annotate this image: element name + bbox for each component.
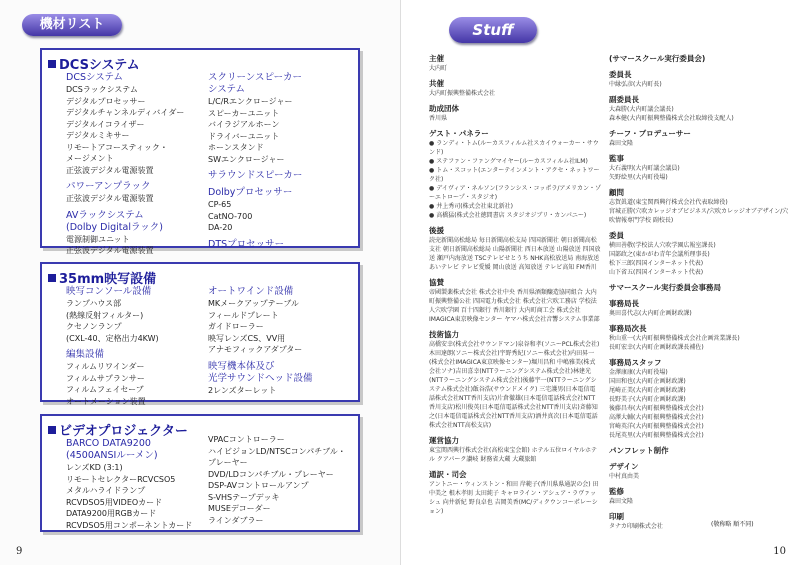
guest-entry: ● ランディ・トム(ルーカスフィルム社スカイウォーカー・サウンド) (429, 139, 601, 157)
equipment-item: DVD/LDコンパチブル・プレーヤー (208, 469, 334, 479)
equipment-item: オートメーション装置 (66, 396, 146, 406)
equipment-item: SWエンクロージャー (208, 154, 285, 164)
staff-entry: 秋山重一(大内町振興整備株式会社企画営業課長) (609, 335, 740, 342)
staff-entry: 後藤昌寿(大内町振興整備株式会社) (609, 405, 704, 412)
video-column-1 (66, 438, 192, 531)
equipment-item: メージメント (66, 154, 114, 163)
guest-entry: ● 高橋猛(株式会社徳間書店 スタジオジブリ・カンパニー) (429, 211, 601, 220)
staff-section-heading: 協賛 (429, 278, 444, 287)
equipment-item: スピーカーユニット (208, 108, 280, 118)
equipment-item: ハイビジョンLD/NTSCコンパチブル・ (208, 446, 346, 456)
staff-entry: 尾崎正美(大内町企画財政課) (609, 387, 686, 394)
staff-entry: 中縁弘彦(大内町長) (609, 81, 662, 88)
subsection-heading: スクリーンスピーカー (208, 72, 302, 83)
equipment-item: レンズKD (3:1) (66, 463, 123, 472)
staff-section-heading: 副委員長 (609, 95, 639, 104)
equipment-item: フィルムサプランサー (66, 373, 145, 383)
video-column-2 (208, 434, 346, 526)
staff-column-2 (609, 48, 789, 531)
staff-entry: 矢野絵里(大内町役場) (609, 174, 668, 181)
subsection-heading: DTSプロセッサー (208, 238, 285, 250)
equipment-item: ランプハウス部 (66, 299, 122, 308)
equipment-item: MUSEデコーダー (208, 504, 271, 513)
staff-section-heading: デザイン (609, 462, 639, 471)
subsection-heading: 映写コンソール設備 (66, 286, 152, 297)
equipment-item: VPACコントローラー (208, 435, 285, 444)
staff-entry: 森本健(大内町振興整備株式会社取締役支配人) (609, 115, 734, 122)
equipment-item: 正弦波デジタル電源装置 (66, 165, 154, 175)
equipment-item: ドライバーユニット (208, 131, 280, 141)
subsection-heading: Dolbyプロセッサー (208, 187, 293, 198)
staff-section-heading: 通訳・司会 (429, 470, 467, 479)
equipment-item: リモートアコースティック・ (66, 142, 168, 152)
staff-entry: 山下省五(四国インターネット代表) (609, 269, 704, 276)
staff-entry: 松下三郎(四国インターネット代表) (609, 260, 704, 267)
equipment-item: プレーヤー (208, 458, 248, 467)
equipment-item: 正弦波デジタル電源装置 (66, 246, 154, 255)
equipment-item: 電源制御ユニット (66, 234, 130, 244)
staff-entry: 奥田喜代志(大内町企画財政課) (609, 310, 692, 317)
staff-entry: 香川県 (429, 115, 448, 122)
equipment-item: デジタルチャンネルディバイダー (66, 108, 185, 117)
staff-section-heading: 主催 (429, 54, 444, 63)
staff-section-heading: 顧問 (609, 188, 624, 197)
staff-entry: 大石義明(大内町議会議員) (609, 165, 680, 172)
staff-entry: 長野美子(大内町企画財政課) (609, 396, 686, 403)
staff-section-heading: チーフ・プロデューサー (609, 129, 691, 138)
staff-section-heading: パンフレット制作 (609, 446, 669, 455)
subsection-heading: (4500ANSIルーメン) (66, 450, 158, 461)
subsection-heading: AVラックシステム (66, 209, 144, 221)
subsection-heading: 映写機本体及び (208, 360, 275, 372)
projector35-title: 35mm映写設備 (48, 268, 156, 287)
equipment-item: 映写レンズCS、VV用 (208, 333, 286, 343)
section-header-pill: 機材リスト (22, 14, 122, 36)
staff-entry: 宮城正勝(穴吹カレッジオブビジネス/穴吹カレッジオブデザイン/穴吹情報専門学校 副校長) (609, 208, 789, 224)
staff-entry: 東宝関西興行株式会社(高松東宝会館) ホテル五位ロイヤルホテル クアパーク讃岐 財務省大蔵 大蔵旅館 (429, 447, 598, 463)
staff-section-heading: 事務局長 (609, 299, 639, 308)
equipment-item: DCSラックシステム (66, 85, 138, 94)
projector35-column-1 (66, 286, 159, 407)
staff-section-heading: サマースクール実行委員会事務局 (609, 283, 721, 292)
subsection-heading: 編集設備 (66, 349, 105, 360)
staff-entry: 国田和也(大内町企画財政課) (609, 378, 686, 385)
equipment-item: ガイドローラー (208, 322, 264, 331)
projector35-column-2 (208, 286, 313, 396)
dcs-box (40, 48, 360, 255)
equipment-item: 2レンズターレット (208, 385, 277, 395)
guest-entry: ● トム・スコット(エンターテインメント・アクセ・ネットワーク社) (429, 166, 601, 184)
subsection-heading: オートワインド設備 (208, 286, 294, 297)
staff-section-heading: 運営協力 (429, 436, 459, 445)
staff-section-heading: 委員長 (609, 70, 632, 79)
video-box (40, 414, 360, 532)
staff-section-heading: ゲスト・パネラー (429, 129, 489, 138)
dcs-title: DCSシステム (48, 54, 140, 73)
subsection-heading: サラウンドスピーカー (208, 170, 303, 181)
staff-section-heading: 後援 (429, 226, 444, 235)
page-number-right: 10 (773, 546, 786, 557)
equipment-item: フィルムフェイセーブ (66, 385, 144, 394)
subsection-heading: BARCO DATA9200 (66, 438, 151, 449)
footnote: (敬称略 順不同) (711, 521, 754, 528)
staff-entry: 大内町振興整備株式会社 (429, 90, 496, 97)
equipment-item: RCVDSO5用コンポーネントカード (66, 520, 193, 530)
page-number-left: 9 (16, 546, 23, 557)
projector35-box (40, 262, 360, 406)
staff-entry: 森田文隆 (609, 140, 634, 147)
staff-section-heading: 技術協力 (429, 330, 459, 339)
staff-section-heading: 監修 (609, 487, 624, 496)
equipment-item: フィルムリワインダー (66, 362, 145, 371)
equipment-item: RCVDSO5用VIDEOカード (66, 497, 163, 507)
equipment-item: (CXL-40、定格出力4KW) (66, 333, 159, 343)
staff-entry: タナカ印刷株式会社 (609, 523, 663, 530)
staff-entry: 読売新聞高松総局 毎日新聞高松支局 四国新聞社 朝日新聞高松支社 朝日新聞高松総局 山陽新聞社 西日本放送 山陽放送 四国放送 瀬戸内海放送 TSCテレビせとうち NHK高松放送局 南海放送 あいテレビ テレビ愛媛 岡山放送 高知放送 テレビ高知 FM香川 (429, 237, 601, 271)
subsection-heading: (Dolby Digitalラック) (66, 221, 163, 233)
equipment-item: リモートセレクターRCVCSO5 (66, 474, 176, 484)
subsection-heading: パワーアンプラック (66, 181, 151, 192)
staff-entry: 志賀眞道(東宝関西興行株式会社代表取締役) (609, 199, 728, 206)
equipment-item: ラインダブラー (208, 515, 264, 525)
equipment-item: フィールドプレート (208, 310, 279, 320)
staff-entry: 金澤康康(大内町役場) (609, 369, 668, 376)
staff-column-1 (429, 48, 601, 516)
equipment-item: デジタルミキサー (66, 131, 130, 140)
staff-entry: 長尾英里(大内町振興整備株式会社) (609, 432, 704, 439)
subsection-heading: 光学サウンドヘッド設備 (208, 372, 313, 384)
stuff-header-pill: Stuff (449, 17, 537, 43)
equipment-item: メタルハライドランプ (66, 486, 146, 495)
video-title: ビデオプロジェクター (48, 420, 188, 439)
staff-entry: 森田文隆 (609, 498, 634, 505)
staff-entry: アントニー・ウィンストン・和田 岸範子(香川県県通訳の会) 田中美之 根木孝則 太田純子 キャロライン・アシュア・ラヴァッシュ 向井新紀 野良卓也 吉岡美香(MC/ディクウンコーポレーション) (429, 481, 599, 515)
guest-entry: ● ステファン・ファングマイヤー(ルーカスフィルム社ILM) (429, 157, 601, 166)
staff-entry: 横田善敬(学校法人穴吹学園広報室課長) (609, 242, 716, 249)
staff-section-heading: 事務局次長 (609, 324, 647, 333)
staff-section-heading: 監事 (609, 154, 624, 163)
staff-entry: 宮崎英洋(大内町振興整備株式会社) (609, 423, 704, 430)
staff-section-heading: 助成団体 (429, 104, 459, 113)
staff-section-heading: (サマースクール実行委員会) (609, 54, 706, 63)
equipment-item: S-VHSテープデッキ (208, 492, 280, 502)
equipment-item: ホーンスタンド (208, 143, 264, 152)
staff-entry: 中村真由美 (609, 473, 640, 480)
staff-entry: 大森勝(大内町議会議長) (609, 106, 674, 113)
staff-section-heading: 印刷 (609, 512, 624, 521)
dcs-column-1 (66, 72, 184, 257)
equipment-item: クセノンランプ (66, 322, 122, 331)
staff-entry: 高澤大輔(大内町振興整備株式会社) (609, 414, 704, 421)
staff-entry: 高橋安幸(株式会社サウンドマン)泉谷和孝(ソニーPCL株式会社)木田達朗(ソニー株式会社)宇野秀紀(ソニー株式会社)内田昇一(株式会社IMAGICA東京映像センター)堀川昌和 中嶋雅美(株式会社ソナ)吉田喜幸(NTTラーニングシステム株式会社)林建光(NTTラーニングシステム株式会社)後藤宇一(NTTラーニングシステム株式会社)飯谷浩(サウンドメイク) 三宅護男(日本電信電話株式会社NTT香川支店)片倉徹雄(日本電信電話株式会社NTT香川支店)松川俊英(日本電信電話株式会社NTT香川支店)斉藤知之(日本電信電話株式会社NTT香川支店)酒井真次(日本電信電話株式会社NTT高松支店) (429, 341, 600, 429)
equipment-item: L/C/Rエンクロージャー (208, 97, 293, 106)
equipment-item: デジタルイコライザー (66, 119, 145, 129)
equipment-item: MKメークアップテーブル (208, 299, 299, 308)
equipment-item: アナモフィックアダプター (208, 345, 303, 354)
right-page (400, 0, 800, 565)
equipment-item: DA-20 (208, 223, 233, 232)
subsection-heading: DCSシステム (66, 72, 124, 83)
staff-section-heading: 共催 (429, 79, 444, 88)
staff-section-heading: 委員 (609, 231, 624, 240)
equipment-item: DATA9200用RGBカード (66, 509, 157, 518)
staff-entry: 大内町 (429, 65, 448, 72)
staff-entry: 帝國製薬株式会社 株式会社中央 香川県酒類醸造協同組合 大内町振興整備公社 四国電力株式会社 株式会社穴吹工務店 学校法人穴吹学園 百十四銀行 香川銀行 大内町商工会 株式会社IMAGICA東京映像センター ヤマハ株式会社音響システム事業部 (429, 289, 600, 323)
staff-section-heading: 事務局スタッフ (609, 358, 662, 367)
subsection-heading: システム (208, 84, 246, 95)
equipment-item: DSP-AVコントロールアンプ (208, 481, 309, 490)
equipment-item: (熱線反射フィルター) (66, 310, 144, 320)
equipment-item: 正弦波デジタル電源装置 (66, 194, 154, 203)
dcs-column-2 (208, 72, 302, 251)
equipment-item: CP-65 (208, 200, 232, 209)
staff-entry: 長町宏幸(大内町企画財政課長補佐) (609, 344, 704, 351)
staff-entry: 国部政之(東かがわ青年会議所理事長) (609, 251, 710, 258)
guest-entry: ● 井上秀司(株式会社東北新社) (429, 202, 601, 211)
equipment-item: CatNO-700 (208, 211, 253, 221)
equipment-item: デジタルプロセッサー (66, 96, 146, 106)
equipment-item: バイラジアルホーン (208, 120, 280, 129)
guest-entry: ● デイヴィア・ネルソン(フランシス・コッポラ/アメリカン・ゾーエトロープ・スタジオ) (429, 184, 601, 202)
